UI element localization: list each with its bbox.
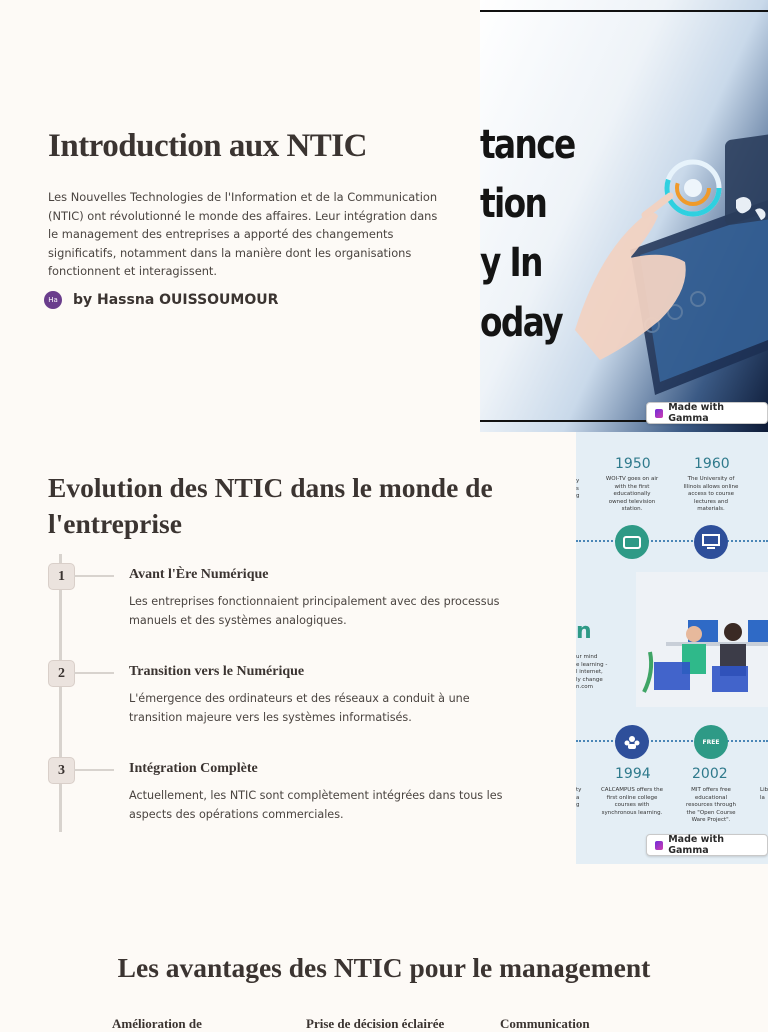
step-connector xyxy=(74,575,114,577)
step-connector xyxy=(74,672,114,674)
infographic-side-letter: n xyxy=(576,619,592,644)
slide-evolution xyxy=(0,432,768,864)
timeline-step xyxy=(48,563,528,643)
gamma-logo-icon xyxy=(655,409,663,418)
gamma-logo-icon xyxy=(655,841,663,850)
step-title: Transition vers le Numérique xyxy=(129,664,305,679)
free-label: FREE xyxy=(702,738,720,746)
infographic-year: 1950 xyxy=(615,456,651,472)
step-number: 3 xyxy=(48,757,75,784)
slide-benefits xyxy=(0,864,768,1031)
infographic-stub-text: ty a g xyxy=(576,787,582,808)
made-with-gamma-badge[interactable] xyxy=(646,834,768,856)
section-title: Les avantages des NTIC pour le management xyxy=(117,952,651,983)
timeline-step xyxy=(48,757,528,837)
benefit-heading: Prise de décision éclairée xyxy=(306,1016,445,1031)
page-title: Introduction aux NTIC xyxy=(48,128,367,164)
hero-text-line-4: oday xyxy=(480,300,562,346)
infographic-year: 1960 xyxy=(694,456,730,472)
hero-text-line-3: y In xyxy=(480,240,542,286)
hero-image xyxy=(480,0,768,432)
step-number: 1 xyxy=(48,563,75,590)
author-name: by Hassna OUISSOUMOUR xyxy=(73,292,279,308)
badge-label: Made with Gamma xyxy=(668,402,724,424)
group-icon xyxy=(615,725,649,759)
step-connector xyxy=(74,769,114,771)
computer-icon xyxy=(694,525,728,559)
section-title: Evolution des NTIC dans le monde de l'entreprise xyxy=(48,472,493,539)
infographic-text: WOI-TV goes on air with the first educationally owned television station. xyxy=(605,476,659,512)
badge-label: Made with Gamma xyxy=(668,834,724,856)
step-title: Avant l'Ère Numérique xyxy=(129,567,269,582)
office-illustration xyxy=(636,572,768,707)
hero-text-line-2: tion xyxy=(480,181,547,227)
step-description: L'émergence des ordinateurs et des réseaux a conduit à une transition majeure vers les systèmes informatisés. xyxy=(129,692,470,724)
benefit-heading: Amélioration de xyxy=(112,1016,202,1031)
step-number: 2 xyxy=(48,660,75,687)
free-badge-icon xyxy=(694,725,728,759)
infographic-stub-text: Lib la xyxy=(760,787,768,801)
step-description: Actuellement, les NTIC sont complètement intégrées dans tous les aspects des opérations commerciales. xyxy=(129,789,503,821)
tv-icon xyxy=(615,525,649,559)
intro-paragraph: Les Nouvelles Technologies de l'Information et de la Communication (NTIC) ont révolutionné le monde des affaires. Leur intégration dans le management des entreprises a apporté des changements significatifs, notamment dans la manière dont les organisations fonctionnent et interagissent. xyxy=(48,190,438,279)
timeline-step xyxy=(48,660,528,740)
infographic-text: MIT offers free educational resources through the "Open Course Ware Project". xyxy=(685,787,736,823)
infographic-year: 2002 xyxy=(692,766,728,782)
infographic-stub-text: ur mind e learning - l internet, ly change n.com xyxy=(576,654,608,690)
timeline-infographic-image xyxy=(576,432,768,864)
step-title: Intégration Complète xyxy=(129,761,258,776)
infographic-year: 1994 xyxy=(615,766,651,782)
slide-introduction xyxy=(0,0,768,432)
made-with-gamma-badge[interactable] xyxy=(646,402,768,424)
author-byline xyxy=(44,291,278,309)
infographic-text: The University of Illinois allows online access to course lectures and materials. xyxy=(683,476,739,512)
infographic-dotted-line xyxy=(576,740,768,742)
step-description: Les entreprises fonctionnaient principalement avec des processus manuels et des systèmes analogiques. xyxy=(129,595,500,627)
benefit-heading: Communication xyxy=(500,1016,590,1031)
avatar[interactable]: Ha xyxy=(44,291,62,309)
hero-text-line-1: tance xyxy=(480,122,575,168)
infographic-dotted-line xyxy=(576,540,768,542)
infographic-stub-text: y s g xyxy=(576,478,580,499)
infographic-text: CALCAMPUS offers the first online college courses with synchronous learning. xyxy=(600,787,664,816)
